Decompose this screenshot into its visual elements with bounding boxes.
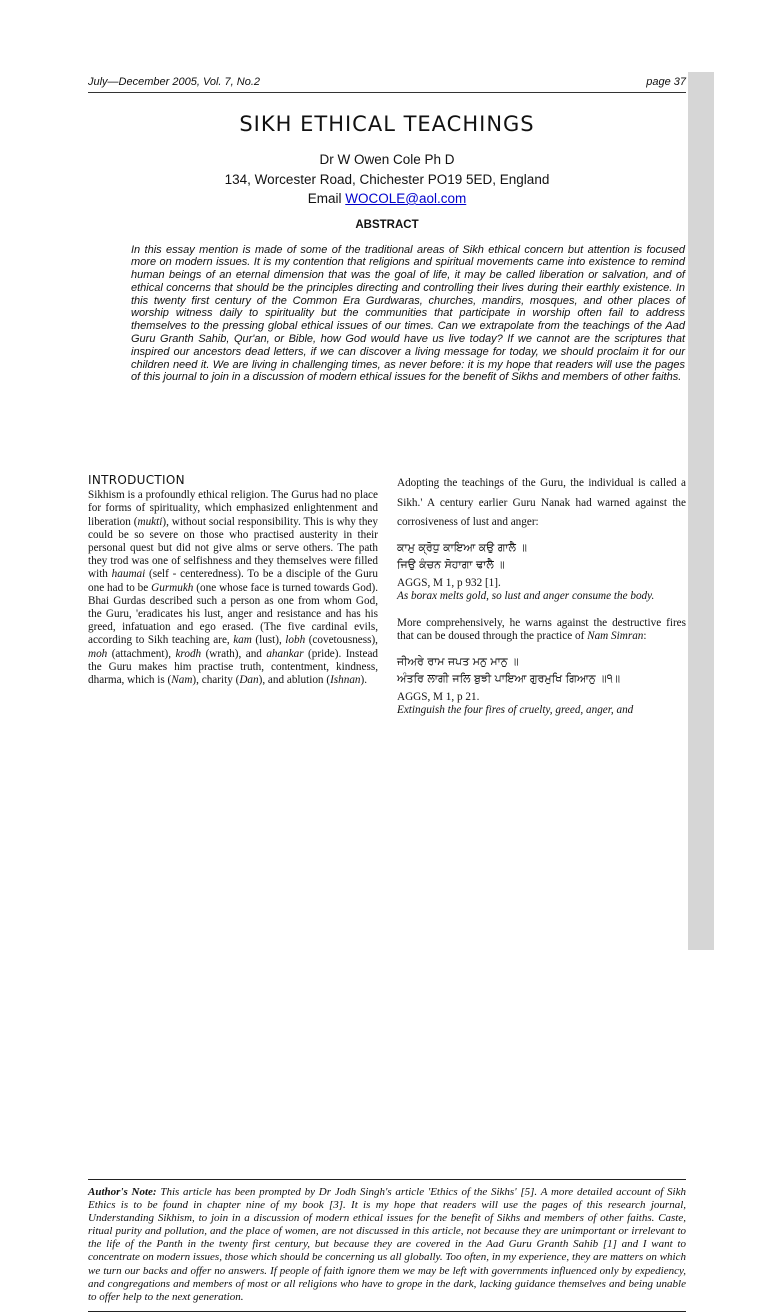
author-email-line — [88, 189, 686, 209]
term-gurmukh: Gurmukh — [151, 581, 194, 594]
right-paragraph-1: Adopting the teachings of the Guru, the individual is called a Sikh.' A century earlier Guru Nanak had warned against the corrosiveness of lust and anger: — [397, 477, 686, 528]
gurmukhi-line: ਕਾਮੁ ਕ੍ਰੋਧੁ ਕਾਇਆ ਕਉ ਗਾਲੈ ॥ — [397, 540, 527, 554]
author-block — [88, 150, 686, 209]
term-ishnan: Ishnan — [330, 674, 361, 687]
term-dan: Dan — [239, 674, 259, 687]
para-text: : — [643, 630, 647, 643]
page-number: page 37 — [646, 76, 686, 88]
intro-text: (one whose face is turned towards God). Bhai Gurdas described such a person as one from whom God, the Guru, 'eradicates his lust, anger and resistance and has his greed, infatuation and ego erased. (The five cardinal evils, according to Sikh teaching are, — [88, 581, 378, 647]
term-nam: Nam — [171, 674, 193, 687]
scripture-reference-1: AGGS, M 1, p 932 [1]. — [397, 576, 501, 589]
intro-text: Sikhism is a profoundly ethical religion. The Gurus had no place for forms of spirituality, which emphasized enlightenment and liberation ( — [88, 489, 378, 528]
abstract-heading: ABSTRACT — [355, 218, 419, 231]
scripture-reference-2: AGGS, M 1, p 21. — [397, 690, 480, 703]
authors-note — [88, 1179, 686, 1312]
abstract-text: In this essay mention is made of some of the traditional areas of Sikh ethical concern but attention is focused more on modern issues. It is my contention that religions and spiritual movements came into existence to remind human beings of an eternal dimension that was the goal of life, it may be called liberation or salvation, and of ethical concerns that should be the principles directing and controlling their lives during their earthly existence. In this twenty first century of the Common Era Gurdwaras, churches, mandirs, mosques, and other places of worship witness daily to spirituality but the communities that participate in worship often fail to address themselves to the pressing global ethical issues of our times. Can we extrapolate from the teachings of the Aad Guru Granth Sahib, Qur'an, or Bible, how God would have us live today? If we cannot are the scriptures that inspired our ancestors dead letters, if we can discover a living message for today, we should proclaim it for our children need it. We are living in challenging times, as never before: it is my hope that readers will use the pages of this journal to join in a discussion of modern ethical issues for the benefit of Sikhs and members of other faiths. — [131, 243, 685, 384]
article-title: SIKH ETHICAL TEACHINGS — [239, 112, 535, 136]
document-page — [88, 76, 686, 1303]
author-address: 134, Worcester Road, Chichester PO19 5ED, England — [224, 171, 550, 187]
running-header — [88, 76, 686, 91]
gurmukhi-line: ਜਿਉ ਕੰਚਨ ਸੋਹਾਗਾ ਢਾਲੈ ॥ — [397, 557, 505, 571]
intro-text: (wrath), and — [201, 647, 267, 660]
para-text: More comprehensively, he warns against the destructive fires that can be doused through the practice of — [397, 617, 686, 643]
left-column — [88, 474, 378, 687]
intro-text: (pride). Instead the Guru makes him practise truth, contentment, kindness, dharma, which is ( — [88, 647, 379, 687]
term-nam-simran: Nam Simran — [587, 630, 644, 643]
term-ahankar: ahankar — [266, 647, 304, 660]
intro-text: (attachment), — [107, 647, 176, 660]
email-link[interactable]: WOCOLE@aol.com — [345, 191, 467, 206]
gurmukhi-line: ਜੀਅਰੇ ਰਾਮ ਜਪਤ ਮਨੁ ਮਾਨੁ ॥ — [397, 654, 519, 668]
intro-text: (lust), — [251, 634, 286, 647]
gurmukhi-verse-1 — [397, 539, 686, 573]
translation-2: Extinguish the four fires of cruelty, greed, anger, and — [397, 703, 634, 716]
term-kam: kam — [233, 634, 252, 647]
term-haumai: haumai — [111, 568, 146, 581]
term-lobh: lobh — [285, 634, 306, 647]
gurmukhi-verse-2 — [397, 653, 686, 687]
translation-1: As borax melts gold, so lust and anger consume the body. — [397, 589, 655, 602]
intro-text: ). — [360, 674, 368, 687]
introduction-heading: INTRODUCTION — [88, 473, 185, 487]
right-column — [397, 474, 686, 717]
note-text: This article has been prompted by Dr Jodh Singh's article 'Ethics of the Sikhs' [5]. A more detailed account of Sikh Ethics is to be found in chapter nine of my book [3]. It is my hope that readers will use the pages of this research journal, Understanding Sikhism, to join in a discussion of modern ethical issues for the benefit of Sikhs and members of other faiths. Caste, ritual purity and pollution, and the place of women, are not discussed in this article, not because they are unimportant or irrelevant to the life of the Panth in the twenty first century, but because they are covered in the Aad Guru Granth Sahib [1] and I want to concentrate on modern issues, those which should be concerning us all globally. Too often, in my experience, they are matters on which we turn our backs and offer no answers. If people of faith ignore them we may be left with governments influenced only by expediency, and congregations and members of most or all religions who have to grope in the dark, lacking guidance themselves and being unable to offer help to the next generation. — [88, 1186, 686, 1303]
note-label: Author's Note: — [88, 1186, 157, 1198]
intro-text: (covetousness), — [305, 634, 378, 647]
header-rule — [88, 92, 686, 93]
journal-issue: July—December 2005, Vol. 7, No.2 — [88, 76, 261, 88]
gurmukhi-line: ਅੰਤਰਿ ਲਾਗੀ ਜਲਿ ਬੁਝੀ ਪਾਇਆ ਗੁਰਮੁਖਿ ਗਿਆਨੁ ॥੧॥ — [397, 671, 620, 685]
email-label: Email — [307, 191, 346, 206]
term-moh: moh — [88, 647, 108, 660]
term-krodh: krodh — [175, 647, 202, 660]
intro-text: ), and ablution ( — [258, 674, 331, 687]
intro-text: ), without social responsibility. This is why they could be so severe on those who practised austerity in their personal quest but did not give alms or serve others. The path they trod was one of selfishness and they themselves were filled with — [88, 515, 378, 581]
term-mukti: mukti — [137, 515, 163, 528]
page-edge-scrollbar — [688, 72, 714, 950]
intro-text: ), charity ( — [192, 674, 240, 687]
right-paragraph-2 — [397, 617, 686, 644]
intro-text: (self - centeredness). To be a disciple of the Guru one had to be — [88, 568, 378, 594]
introduction-paragraph — [88, 489, 378, 687]
author-name: Dr W Owen Cole Ph D — [319, 152, 455, 167]
